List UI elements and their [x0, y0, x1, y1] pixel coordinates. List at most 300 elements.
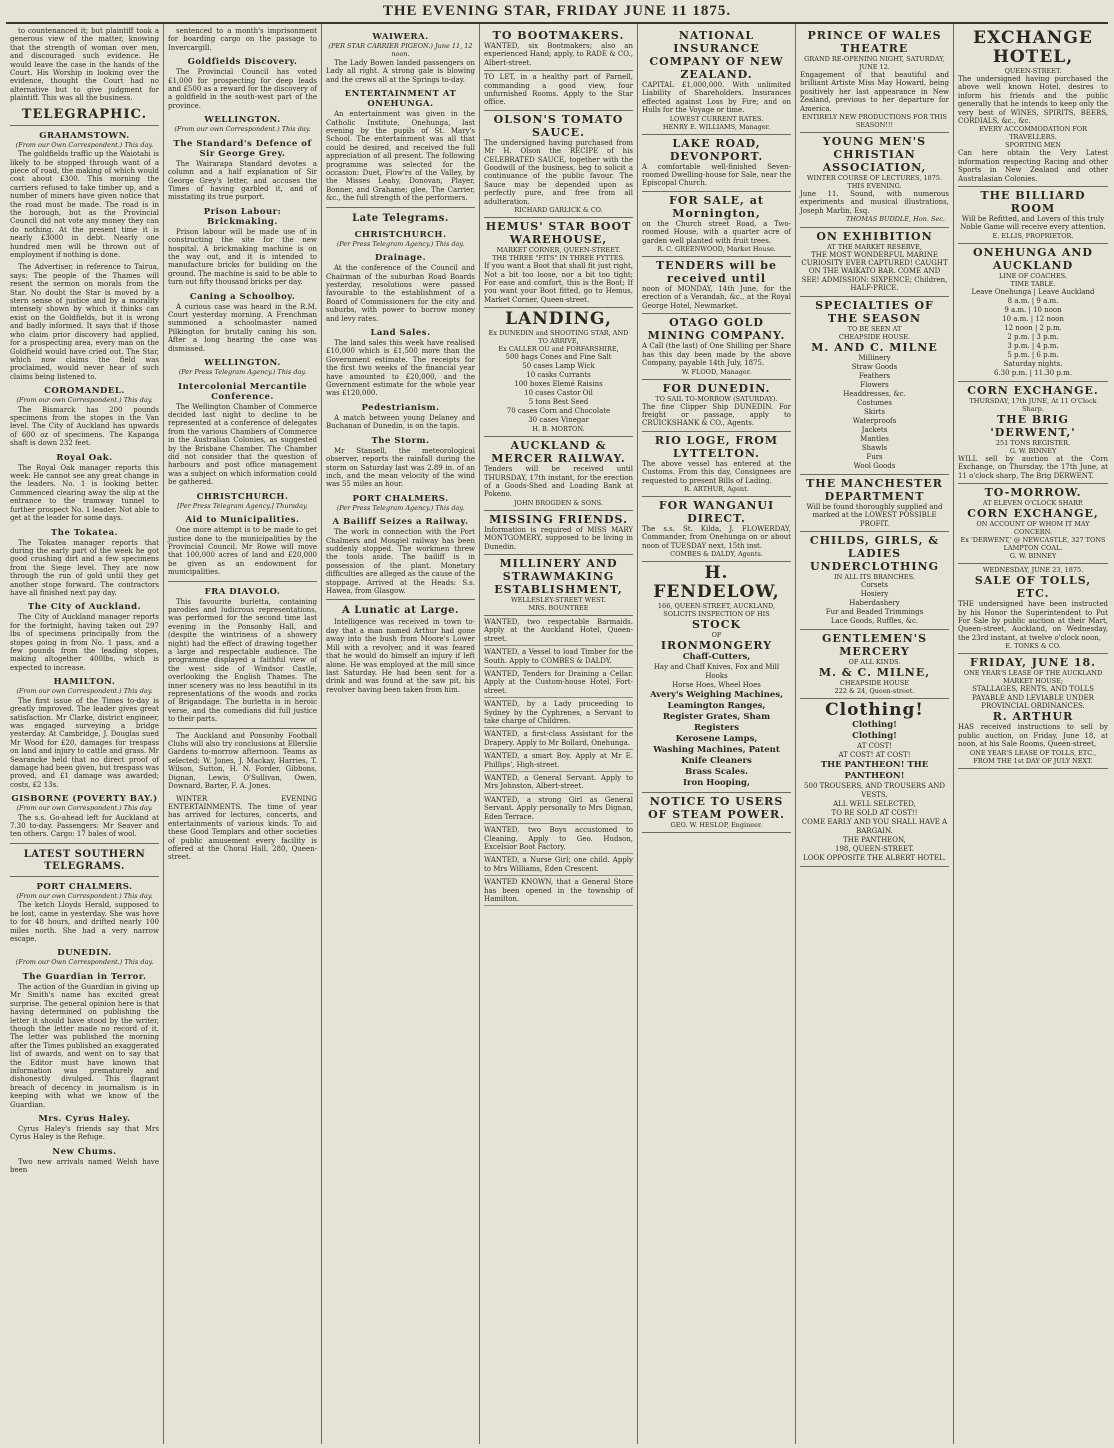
advert-subtitle: IN ALL ITS BRANCHES.	[834, 572, 915, 581]
advert-title: M. AND C. MILNE	[811, 340, 938, 354]
advert-tenders	[642, 257, 791, 314]
advert-signature: GEO. W. HESLOP, Engineer.	[670, 821, 763, 830]
advert-subtitle: TO BE SEEN AT	[847, 324, 902, 333]
advert-subtitle: 251 TONS REGISTER.	[995, 438, 1071, 447]
advert-underclothing	[800, 532, 949, 630]
list-item: Straw Goods	[851, 362, 898, 371]
advert-title: RIO LOGE, FROM LYTTELTON.	[654, 433, 779, 460]
advert-text: The undersigned having purchased the above well known Hotel, desires to inform his friends and the public generally that he intends to keep only the very best of WINES, SPIRITS, BEERS, CORDIALS, &c., &c.	[958, 75, 1108, 126]
timetable-row: 6.30 p.m. | 11.30 p.m.	[993, 368, 1073, 377]
advert-signature: G. W. BINNEY	[1009, 446, 1057, 455]
advert-subtitle: THURSDAY, 17th JUNE, At 11 O'Clock Sharp.	[969, 396, 1097, 413]
column-1	[6, 24, 164, 1444]
wanted-notice: WANTED, Tenders for Draining a Cellar. Apply at the Custom-house Hotel, Fort-street.	[484, 668, 633, 698]
list-item: Fur and Beaded Trimmings	[825, 607, 924, 616]
article-text: The City of Auckland manager reports for the fortnight, having taken out 297 lbs of specimens principally from the stopes going in from No. 1 pass, and a few pounds from the leading stopes, making altogether 400lbs, which is expected to increase.	[10, 613, 159, 672]
list-item: Clothing!	[852, 730, 897, 741]
place-heading: COROMANDEL.	[44, 386, 125, 397]
advert-title: OTAGO GOLD MINING COMPANY.	[647, 316, 786, 343]
advert-subtitle: THIS EVENING.	[847, 182, 902, 191]
advert-subtitle: Ex CALLER OU and FORFARSHIRE,	[498, 345, 619, 354]
advert-text: Can here obtain the Very Latest information respecting Racing and other Sports in New Zealand and other Australasian Colonies.	[958, 149, 1108, 183]
advert-title: TENDERS will be received until	[656, 259, 777, 286]
advert-signature: G. W. BINNEY	[1009, 552, 1057, 561]
article-text: A match between young Delaney and Buchanan of Dunedin, is on the tapis.	[326, 413, 475, 431]
advert-signature: MRS. BOUNTREE	[528, 603, 589, 612]
advert-text: WANTED, six Bootmakers; also an experienced Hand; apply, to RADE & CO., Albert-street.	[484, 42, 633, 67]
advert-title: THE BILLIARD ROOM	[980, 189, 1086, 216]
list-item: TO BE SOLD AT COST!!	[831, 808, 918, 817]
advert-text: A Call (the last) of One Shilling per Share has this day been made by the above Company, payable 14th July, 1875.	[642, 342, 791, 368]
list-item: 500 TROUSERS, AND TROUSERS AND VESTS,	[804, 781, 945, 799]
advert-wanganui	[642, 497, 791, 562]
advert-subtitle: THE THREE "FITS" IN THREE FYTTES.	[492, 254, 625, 263]
advert-subtitle: SPORTING MEN	[1005, 141, 1061, 150]
wanted-notice: WANTED, by a Lady proceeding to Sydney by the Cyphrenes, a Servant to take charge of Children.	[484, 698, 633, 728]
advert-subtitle: TIME TABLE.	[1010, 279, 1056, 288]
article-text: The land sales this week have realised £10,000 which is £1,500 more than the Government estimate. The receipts for the first two weeks of the financial year have amounted to £20,000, and the Government estimate for the whole year was £120,000.	[326, 339, 475, 398]
article-text: The work in connection with the Port Chalmers and Mosgiel railway has been suddenly stopped. The workmen threw the tools aside. The bailiff is in possession of the plant. Monetary difficulties are alleged as the cause of the stoppage. Arrived at the Heads: S.s. Hawea, from Glasgow.	[326, 528, 475, 596]
list-item: Jackets	[861, 425, 888, 434]
advert-subtitle: AT ELEVEN O'CLOCK SHARP.	[982, 499, 1084, 508]
dateline: (Per Press Telegram Agency.) This day.	[336, 503, 465, 512]
place-heading: WAIWERA.	[372, 32, 429, 42]
advert-subtitle: WEDNESDAY, JUNE 23, 1875.	[982, 566, 1084, 575]
list-item: Hosiery	[860, 589, 889, 598]
dateline: (From our own Correspondent.) This day.	[16, 891, 153, 900]
advert-text: Engagement of that beautiful and brilliant Artiste Miss May Howard, being positively her last appearance in New Zealand, previous to her departure for America.	[800, 71, 949, 113]
advert-rio-loge	[642, 432, 791, 497]
subheading: A Bailiff Seizes a Railway.	[332, 517, 469, 528]
divider	[326, 599, 475, 600]
advert-subtitle: CHEAPSIDE HOUSE.	[838, 332, 911, 341]
advert-text: HAS received instructions to sell by public auction, on Friday, June 18, at noon, at his Sale Rooms, Queen-street,	[958, 723, 1108, 749]
list-item: Flowers	[860, 380, 889, 389]
advert-text: noon of MONDAY, 14th June, for the erection of a Verandah, &c., at the Royal George Hotel, Newmarket.	[642, 285, 791, 310]
advert-title: SALE OF TOLLS, ETC.	[974, 574, 1092, 601]
list-item: COME EARLY AND YOU SHALL HAVE A BARGAIN.	[801, 817, 948, 835]
column-4	[480, 24, 638, 1444]
advert-text: STALLAGES, RENTS, AND TOLLS PAYABLE AND LEVIABLE UNDER PROVINCIAL ORDINANCES.	[972, 685, 1094, 710]
list-item: Leamington Ranges,	[667, 701, 766, 712]
advert-signature: E. ELLIS, PROPRIETOR.	[992, 231, 1074, 240]
advert-title: NOTICE TO USERS OF STEAM POWER.	[648, 795, 785, 822]
list-item: Iron Hooping,	[683, 778, 750, 789]
advert-title: EXCHANGE HOTEL,	[973, 28, 1093, 67]
subheading: The City of Auckland.	[27, 602, 142, 613]
advert-subtitle: CHEAPSIDE HOUSE	[839, 678, 910, 687]
subheading: Intercolonial Mercantile Conference.	[178, 381, 307, 402]
advert-title: GENTLEMEN'S MERCERY	[821, 631, 928, 658]
advert-text: The fine Clipper Ship DUNEDIN. For freight or passage, apply to CRUICKSHANK & CO., Agents.	[642, 402, 791, 428]
article-text: The Tokatea manager reports that during the early part of the week he got good crushing dirt and a few specimens from the Siege level. They are now through the run of gold until they get another stope forward. The contractors have all finished next pay day.	[10, 538, 159, 597]
dateline: (From our Own Correspondent.) This day.	[15, 140, 154, 149]
timetable-row: 3 p.m. | 4 p.m.	[1007, 341, 1059, 350]
advert-ymca	[800, 133, 949, 228]
subheading: Aid to Municipalities.	[185, 515, 300, 526]
advert-for-dunedin	[642, 380, 791, 432]
advert-subtitle: OF	[711, 631, 722, 640]
subheading: Drainage.	[374, 253, 427, 264]
subheading: Royal Oak.	[56, 452, 113, 463]
article-text: Prison labour will be made use of in constructing the site for the new hospital. A brickmaking machine is on the way out, and it is intended to manufacture bricks for building on the ground. The machine is said to be able to turn out fifty thousand bricks per day.	[168, 227, 317, 287]
article-text: The Royal Oak manager reports this week: He cannot see any great change in the leaders. No. 1 is looking better. Commenced clearing away the slip at the entrance to the tramway tunnel to further prospect No. 1 leader. Not able to get at the leader for some days.	[10, 463, 159, 523]
advert-text: The undersigned having purchased from Mr H. Olson the RECIPE of his CELEBRATED SAUCE, together with the Goodwill of the business, beg to solicit a continuance of the public favour. The Sauce may be depended upon as perfectly pure, and free from all adulteration.	[484, 138, 633, 206]
list-item: Haberdashery	[849, 598, 900, 607]
column-7	[954, 24, 1112, 1444]
divider	[168, 728, 317, 729]
advert-star-boot	[484, 218, 633, 308]
list-item: Feathers	[858, 371, 891, 380]
advert-text: CAPITAL £1,000,000. With unlimited Liability of Shareholders. Insurances effected against Loss by Fire; and on Hulls for the Voyage or time.	[642, 81, 791, 115]
advert-landing	[484, 308, 633, 437]
list-item: 70 cases Corn and Chocolate	[506, 407, 611, 416]
advert-title: CORN EXCHANGE.	[967, 383, 1099, 397]
advert-subtitle: Ex 'DERWENT,' @ NEWCASTLE, 327 TONS LAMPTON COAL.	[960, 536, 1106, 553]
advert-subtitle: FROM THE 1st DAY OF JULY NEXT.	[973, 756, 1093, 765]
wanted-notice: WANTED, a Vessel to load Timber for the South. Apply to COMBES & DALDY.	[484, 646, 633, 668]
columns	[6, 24, 1108, 1444]
advert-title: M. & C. MILNE,	[818, 665, 931, 679]
advert-theatre	[800, 27, 949, 133]
subheading: The Guardian in Terror.	[22, 971, 147, 982]
list-item: LOOK OPPOSITE THE ALBERT HOTEL.	[803, 853, 946, 862]
advert-pantheon	[800, 699, 949, 867]
advert-signature: R. ARTHUR, Agent.	[684, 484, 749, 493]
advert-insurance	[642, 27, 791, 135]
list-item: Skirts	[863, 407, 886, 416]
article-text: The Wellington Chamber of Commerce decided last night to decline to be represented at a conference of delegates from the various Chambers of Commerce in the Australian Colonies, as suggested by the Brisbane Chamber. The Chamber did not consider that the question of harbours and post office management was a subject on which information could be gathered.	[168, 402, 317, 487]
advert-subtitle: LOWEST CURRENT RATES.	[669, 114, 764, 123]
advert-subtitle: MARKET CORNER, QUEEN-STREET.	[496, 246, 621, 255]
list-item: THE PANTHEON,	[843, 835, 906, 844]
column-3	[322, 24, 480, 1444]
advert-mercery	[800, 630, 949, 699]
wanted-notice: WANTED, two Boys accustomed to Cleaning. Apply to Geo. Hudson, Excelsior Boot Factory.	[484, 824, 633, 854]
advert-signature: E. TONKS & CO.	[1005, 642, 1061, 651]
divider	[10, 125, 159, 126]
advert-title: FOR SALE, at Mornington,	[669, 193, 764, 220]
advert-subtitle: QUEEN-STREET.	[1004, 67, 1062, 75]
article-text: A curious case was heard in the R.M. Court yesterday morning. A Frenchman summoned a schoolmaster named Pilkington for brutally caning his son. After a long hearing the case was dismissed.	[168, 302, 317, 353]
list-item: Costumes	[857, 398, 892, 407]
advert-sale-of-tolls	[958, 564, 1108, 654]
wanted-notice: WANTED, a strong Girl as General Servant. Apply personally to Mrs Dignan, Eden Terrace.	[484, 794, 633, 824]
list-item: ALL WELL SELECTED,	[833, 799, 916, 808]
list-item: Shawls	[861, 443, 888, 452]
advert-title: TO-MORROW.	[984, 486, 1082, 500]
article-text: to countenanced it; but plaintiff took a generous view of the matter, knowing that the strength of woman over men, and discouraged such evidence. He would leave the case in the hands of the Court. His Worship in looking over the evidence, thought the Court had no alternative but to give judgment for plaintiff. This was all the business.	[10, 27, 159, 103]
list-item: Chaff-Cutters,	[682, 652, 751, 663]
advert-title: CORN EXCHANGE,	[967, 507, 1099, 521]
article-text: One more attempt is to be made to get justice done to the municipalities by the Provincial Council. Mr Rowe will move that 100,000 acres of land and £20,000 be given as an endowment for municipalities.	[168, 526, 317, 577]
column-2	[164, 24, 322, 1444]
advert-subtitle: WINTER COURSE OF LECTURES, 1875.	[806, 174, 943, 183]
divider	[168, 581, 317, 582]
advert-subtitle: 166, QUEEN-STREET, AUCKLAND,	[657, 602, 776, 611]
column-6	[796, 24, 954, 1444]
advert-subtitle: ENTIRELY NEW PRODUCTIONS FOR THIS SEASON!!!	[802, 113, 947, 130]
advert-market-house	[958, 654, 1108, 768]
article-text: The goldfields traffic up the Waiotahi is likely to be stopped through want of a piece of road, the making of which would cost about £300. This morning the carriers refused to take timber up, and a number of miners have given notice that the road must be made. The road is in the borough, but as the Provincial Council did not vote any money they can do nothing. At the present time it is nearly £3000 in debt. Nearly one hundred men will be thrown out of employment if nothing is done.	[10, 150, 159, 260]
list-item: 50 cases Lamp Wick	[522, 362, 595, 371]
advert-to-let	[484, 71, 633, 111]
list-item: 500 bags Cones and Fine Salt	[505, 353, 612, 362]
advert-title: ONEHUNGA AND AUCKLAND	[973, 245, 1093, 272]
advert-title: FRIDAY, JUNE 18.	[970, 656, 1096, 670]
list-item: Clothing!	[852, 719, 897, 730]
advert-text: A comfortable well-finished Seven-roomed Dwelling-house for Sale, near the Episcopal Church.	[642, 162, 791, 188]
article-text: The s.s. Go-ahead left for Auckland at 7.30 to-day. Passengers: Mr Seaver and ten others. Cargo: 17 bales of wool.	[10, 813, 159, 839]
advert-subtitle: ONE YEAR'S LEASE OF THE AUCKLAND MARKET HOUSE;	[963, 669, 1103, 686]
advert-tomato-sauce	[484, 111, 633, 218]
advert-steam-notice	[642, 793, 791, 833]
advert-title: THE MANCHESTER DEPARTMENT	[806, 476, 943, 503]
wanted-notice: WANTED, a first-class Assistant for the Drapery. Apply to Mr Bollard, Onehunga.	[484, 728, 633, 750]
wanted-notice: WANTED, two respectable Barmaids. Apply at the Auckland Hotel, Queen-street.	[484, 616, 633, 646]
place-heading: CHRISTCHURCH.	[354, 229, 447, 240]
advert-subtitle: ON ACCOUNT OF WHOM IT MAY CONCERN.	[976, 520, 1090, 537]
advert-text: THE MOST WONDERFUL MARINE CURIOSITY EVER CAPTURED! CAUGHT ON THE WAIKATO BAR. COME AND SEE! ADMISSION: SIXPENCE; Children, HALF-PRICE.	[801, 250, 948, 293]
subheading: Land Sales.	[370, 328, 431, 339]
section-heading: Late Telegrams.	[352, 212, 449, 224]
timetable-row: 2 p.m. | 3 p.m.	[1007, 332, 1059, 341]
place-heading: GRAHAMSTOWN.	[39, 130, 130, 141]
advert-title: THE BRIG 'DERWENT,'	[990, 412, 1076, 439]
list-item: Mantles	[860, 434, 889, 443]
advert-millinery	[484, 555, 633, 616]
advert-fendelow	[642, 562, 791, 793]
subheading: Mrs. Cyrus Haley.	[38, 1114, 131, 1124]
advert-text: The s.s. St. Kilda, J. FLOWERDAY, Commander, from Onehunga on or about noon of TUESDAY next, 15th inst.	[642, 524, 791, 550]
wanted-notice: WANTED, a smart Boy. Apply at Mr E. Phillips', High-street.	[484, 750, 633, 772]
advert-title: MILLINERY AND STRAWMAKING ESTABLISHMENT,	[494, 556, 623, 596]
advert-text: Information is required of MISS MARY MONTGOMERY, supposed to be living in Dunedin.	[484, 525, 633, 551]
list-item: Kerosene Lamps,	[675, 734, 758, 745]
advert-otago-mining	[642, 314, 791, 379]
divider	[326, 207, 475, 208]
list-item: Brass Scales.	[685, 767, 748, 778]
advert-title: TO BOOTMAKERS.	[492, 29, 625, 42]
advert-title: SPECIALTIES OF THE SEASON	[815, 298, 934, 325]
advert-title: MISSING FRIENDS.	[489, 512, 628, 526]
advert-signature: H. B. MORTON.	[532, 425, 585, 434]
divider	[10, 843, 159, 844]
advert-railway	[484, 437, 633, 511]
advert-coal-sale	[958, 484, 1108, 564]
advert-text: The above vessel has entered at the Customs. From this day, Consignees are requested to present Bills of Lading.	[642, 459, 791, 485]
advert-milne-specialties	[800, 297, 949, 475]
list-item: AT COST!	[857, 741, 892, 750]
advert-title: Clothing!	[825, 699, 924, 720]
wanted-notice: WANTED KNOWN, that a General Store has been opened in the township of Hamilton.	[484, 876, 633, 906]
advert-signature: W. FLOOD, Manager.	[681, 367, 752, 376]
article-text: The Bismarck has 200 pounds specimens from the stopes in the Van level. The City of Auckland has upwards of 600 oz of specimens. The Kapanga shaft is down 232 feet.	[10, 405, 159, 448]
advert-title: HEMUS' STAR BOOT WAREHOUSE,	[485, 220, 632, 247]
advert-title: PRINCE OF WALES THEATRE	[807, 29, 942, 55]
advert-subtitle: ONE YEAR'S LEASE OF TOLLS, ETC.,	[969, 748, 1097, 757]
subheading: Pedestrianism.	[361, 402, 440, 413]
advert-title: LANDING,	[505, 309, 612, 330]
list-item: Corsets	[860, 580, 889, 589]
advert-title: YOUNG MEN'S CHRISTIAN ASSOCIATION,	[822, 135, 927, 175]
advert-title: STOCK	[691, 618, 742, 632]
dateline: (From our own Correspondent.) This day.	[174, 125, 311, 134]
article-text: sentenced to a month's imprisonment for boarding cargo on the passage to Invercargill.	[168, 27, 317, 52]
place-heading: DUNEDIN.	[57, 948, 112, 959]
advert-signature: HENRY E. WILLIAMS, Manager.	[662, 122, 771, 131]
place-heading: PORT CHALMERS.	[36, 881, 133, 892]
advert-text: Will be Refitted, and Lovers of this truly Noble Game will receive every attention.	[960, 215, 1106, 232]
advert-subtitle: Ex DUNEDIN and SHOOTING STAR, AND TO ARRIVE,	[488, 329, 629, 346]
article-text: The action of the Guardian in giving up Mr Smith's name has excited great surprise. The general opinion here is that having determined on publishing the letter it should have stood by the writer, though the letter made no record of it. The letter was published the morning after the Times published an exaggerated list of awards, and went on to say that the Editor must have known that information was prematurely and dishonestly divulged. This flagrant breach of decency in journalism is in keeping with what we know of the Guardian.	[10, 982, 159, 1109]
list-item: Wool Goods	[853, 461, 896, 470]
advert-text: TO LET, in a healthy part of Parnell, commanding a good view, four unfurnished Rooms. Apply to the Star office.	[484, 73, 633, 107]
list-item: 10 cases Castor Oil	[524, 389, 593, 398]
article-text: Intelligence was received in town to-day that a man named Arthur had gone away into the bush from Moore's Lower Mill with a revolver, and it was feared that he would do himself an injury if left alone. He was employed at the mill since last Saturday. He had been sent for a drink and was found at the saw pit, his revolver having been taken from him.	[326, 618, 475, 694]
advert-text: Will be found thoroughly supplied and marked at the LOWEST POSSIBLE PROFIT.	[806, 502, 943, 528]
timetable-row: Saturday nights.	[1003, 359, 1063, 368]
advert-bootmakers	[484, 27, 633, 71]
article-text: The Advertiser, in reference to Tairua, says: The people of the Thames will resent the sermon on morals from the Star. No doubt the Star is moved by a stern sense of justice and by a morality intensely shown by which it thinks can exist on the Goldfields, but it is wrong and badly informed. It says that if those who claim prior discovery had applied, for a prospecting area, every man on the Goldfield would have cried out. The Star, which now claims the field was proclaimed, would never hear of such claims being listened to.	[10, 263, 159, 381]
list-item: 10 casks Currants	[526, 371, 591, 380]
list-item: AT COST! AT COST!	[838, 750, 911, 759]
list-item: Hay and Chaff Knives, Fox and Mill Hooks	[653, 663, 780, 681]
article-text: The Lady Bowen landed passengers on Lady all right. A strong gale is blowing and the crews all at the Springs to-day.	[326, 59, 475, 84]
article-text: Mr Stansell, the meteorological observer, reports the rainfall during the storm on Saturday last was 2.89 in. of an inch, and the mean velocity of the wind was 55 miles an hour.	[326, 446, 475, 489]
advert-lake-road	[642, 135, 791, 192]
advert-subtitle: OF ALL KINDS.	[848, 657, 901, 666]
article-text: The Auckland and Ponsonby Football Clubs will also try conclusions at Ellerslie Gardens to-morrow afternoon. Teams as selected: W. Jones, J. Mackay, Harries, T. Wilson, Sutton, H. N. Forder, Gibbons, Dignan, Lewis, O'Sullivan, Owen, Downard, Barter, F. A. Jones.	[168, 731, 317, 791]
subheading: New Chums.	[52, 1146, 117, 1157]
dateline: [Per Press Telegram Agency.] Thursday.	[177, 501, 308, 510]
place-heading: PORT CHALMERS.	[352, 493, 449, 504]
review-heading: FRA DIAVOLO.	[204, 586, 281, 597]
list-item: THE PANTHEON! THE PANTHEON!	[820, 759, 929, 781]
advert-title: ON EXHIBITION	[816, 229, 933, 243]
advert-signature: RICHARD GARLICK & CO.	[514, 206, 603, 215]
section-heading: TELEGRAPHIC.	[21, 106, 148, 122]
advert-exhibition	[800, 228, 949, 297]
place-heading: CHRISTCHURCH.	[196, 491, 289, 502]
list-item: Washing Machines, Patent Knife Cleaners	[653, 745, 780, 767]
section-heading: LATEST SOUTHERN TELEGRAMS.	[23, 848, 146, 872]
advert-subtitle: SOLICITS INSPECTION OF HIS	[663, 610, 770, 619]
advert-subtitle: LINE OF COACHES.	[999, 271, 1067, 280]
list-item: 30 cases Vinegar	[528, 416, 589, 425]
advert-title: NATIONAL INSURANCE COMPANY OF NEW ZEALAND.	[649, 29, 784, 81]
article-text: The Provincial Council has voted £1,000 for prospecting for deep leads and £500 as a reward for the discovery of a goldfield in the south-west part of the province.	[168, 68, 317, 110]
advert-text: WILL sell by auction at the Corn Exchange, on Thursday, the 17th June, at 11 o'clock sharp, The Brig DERWENT.	[958, 454, 1108, 480]
advert-manchester	[800, 475, 949, 532]
dateline: (From our own Correspondent.) This day.	[16, 804, 153, 813]
advert-subtitle: TO SAIL TO-MORROW (SATURDAY).	[655, 394, 778, 403]
subheading: The Storm.	[371, 435, 430, 446]
section-heading: A Lunatic at Large.	[342, 605, 459, 617]
advert-signature: COMBES & DALDY, Agents.	[670, 550, 763, 559]
list-item: 198, QUEEN-STREET.	[835, 844, 914, 853]
place-heading: WELLINGTON.	[204, 358, 281, 369]
article-text: The ketch Lloyds Herald, supposed to be lost, came in yesterday. She was hove to for 48 hours, and drifted nearly 100 miles north. She had a very narrow escape.	[10, 901, 159, 943]
advert-subtitle: AT THE MARKET RESERVE,	[827, 242, 922, 251]
advert-title: IRONMONGERY	[660, 639, 773, 653]
list-item: Lace Goods, Ruffles, &c.	[830, 616, 919, 625]
list-item: 5 tons Best Seed	[528, 398, 589, 407]
place-heading: HAMILTON.	[53, 677, 116, 688]
advert-subtitle: WELLESLEY-STREET WEST.	[511, 595, 606, 604]
advert-text: Tenders will be received until THURSDAY, 17th instant, for the erection of a Goods-Shed and Loading Bank at Pokeno.	[484, 465, 633, 499]
article-text: WINTER EVENING ENTERTAINMENTS. The time of year has arrived for lectures, concerts, and entertainments of various kinds. To aid these Good Templars and other societies of public amusement every facility is offered at the Choral Hall, 280, Queen-street.	[168, 794, 317, 862]
advert-text: June 11. Sound, with numerous experiments and musical illustrations, Joseph Marlin, Esq.	[800, 190, 949, 215]
advert-signature: THOMAS BUDDLE, Hon. Sec.	[846, 215, 945, 224]
advert-subtitle: GRAND RE-OPENING NIGHT, SATURDAY, JUNE 12.	[804, 55, 945, 71]
place-heading: WELLINGTON.	[204, 115, 281, 126]
subheading: Goldfields Discovery.	[187, 57, 298, 68]
advert-title: FOR DUNEDIN.	[662, 381, 771, 395]
advert-coaches	[958, 244, 1108, 382]
divider	[10, 876, 159, 877]
advert-signature: R. C. GREENWOOD, Market House.	[657, 245, 776, 254]
advert-title: R. ARTHUR	[992, 710, 1074, 724]
advert-billiard-room	[958, 187, 1108, 244]
article-text: The first issue of the Times to-day is greatly improved. The leader gives great satisfaction. Mr Clarke, district engineer, was engaged surveying a bridge yesterday. At Cambridge, J. Douglas sued Mr Wood for £20, damages for trespass on land and injury to cattle and grass. Mr Searancke held that no direct proof of damage had been given, but trespass was proved, and £1 damage was awarded; costs, £2 13s.	[10, 696, 159, 789]
subheading: The Tokatea.	[50, 527, 119, 538]
dateline: (From our own Correspondent.) This day.	[16, 687, 153, 696]
article-text: An entertainment was given in the Catholic Institute, Onehunga, last evening by the pupils of St. Mary's School. The entertainment was all that could be desired, and received the full appreciation of all present. The following programme was selected for the occasion: Duet, Flow'rs of the Valley, by the Misses Leahy, Donovan, Player, Bonner, and Grahame; glee, The Carrier, &c., the full strength of the performers.	[326, 110, 475, 203]
advert-text: If you want a Boot that shall fit just right, Not a bit too loose, nor a bit too tight; For ease and comfort, this is the Boot; If you want your Boot fitted, go to Hemus, Market Corner, Queen-street.	[484, 262, 633, 304]
subheading: The Standard's Defence of Sir George Grey.	[173, 138, 312, 159]
advert-text: on the Church street Road, a Two-roomed House, with a quarter acre of garden well planted with fruit trees.	[642, 219, 791, 245]
timetable-row: 12 noon | 2 p.m.	[1004, 323, 1062, 332]
advert-title: H. FENDELOW,	[653, 563, 780, 603]
timetable-row: Leave Onehunga | Leave Auckland	[971, 287, 1095, 296]
dateline: (Per Press Telegram Agency.) This day.	[178, 368, 307, 377]
timetable-row: 9 a.m. | 10 noon	[1004, 305, 1062, 314]
advert-subtitle: 222 & 24, Queen-street.	[834, 686, 915, 695]
timetable-row: 5 p.m. | 6 p.m.	[1007, 350, 1059, 359]
advert-for-sale	[642, 192, 791, 257]
article-text: At the conference of the Council and Chairman of the suburban Road Boards yesterday, resolutions were passed favourable to the establishment of a Board of Commissioners for the city and suburbs, with power to borrow money and levy rates.	[326, 264, 475, 323]
subheading: Caning a Schoolboy.	[189, 291, 296, 302]
advert-title: LAKE ROAD, DEVONPORT.	[669, 136, 764, 163]
list-item: Horse Hoes, Wheel Hoes	[672, 681, 761, 690]
list-item: Waterproofs	[852, 416, 897, 425]
article-text: Cyrus Haley's friends say that Mrs Cyrus Haley is the Refuge.	[10, 1125, 159, 1142]
subheading: ENTERTAINMENT AT ONEHUNGA.	[344, 89, 457, 110]
list-item: 100 boxes Elemé Raisins	[514, 380, 603, 389]
list-item: Avery's Weighing Machines,	[649, 690, 784, 701]
dateline: (From our Own Correspondent.) This day.	[15, 958, 154, 967]
subheading: Prison Labour: Brickmaking.	[203, 206, 282, 227]
advert-signature: JOHN BROGDEN & SONS.	[514, 498, 603, 507]
list-item: Furs	[866, 452, 883, 461]
advert-title: FOR WANGANUI DIRECT.	[658, 498, 775, 525]
advert-exchange-hotel	[958, 27, 1108, 187]
dateline: (PER STAR CARRIER PIGEON.) June 11, 12 noon.	[328, 42, 473, 58]
timetable-row: 8 a.m. | 9 a.m.	[1007, 296, 1059, 305]
article-text: The Wairarapa Standard devotes a column and a half explanation of Sir George Grey's letter, and accuses the Times of having garbled it, and of misstating its true purport.	[168, 159, 317, 202]
column-5	[638, 24, 796, 1444]
list-item: Headdresses, &c.	[843, 389, 906, 398]
article-text: This favourite burletta, containing parodies and ludicrous representations, was performed for the second time last evening in the Ponsonby Hall, and (despite the wintriness of a showery night) had the effect of drawing together a large and respectable audience. The programme displayed a faithful view of the west side of Windsor Castle, overlooking the English Thames. The inner scenery was no less beautiful in its representations of the woods and rocks of Brigandage. The burletta is in heroic verse, and the comedians did full justice to their parts.	[168, 597, 317, 724]
wanted-notice: WANTED, a Nurse Girl; one child. Apply to Mrs Williams, Eden Crescent.	[484, 854, 633, 876]
list-item: Millinery	[858, 353, 891, 362]
advert-title: OLSON'S TOMATO SAUCE.	[493, 112, 624, 139]
advert-title: AUCKLAND & MERCER RAILWAY.	[491, 439, 626, 466]
place-heading: GISBORNE (POVERTY BAY.)	[11, 794, 158, 805]
list-item: Register Grates, Sham Registers	[662, 712, 771, 734]
article-text: Two new arrivals named Welsh have been	[10, 1157, 159, 1175]
